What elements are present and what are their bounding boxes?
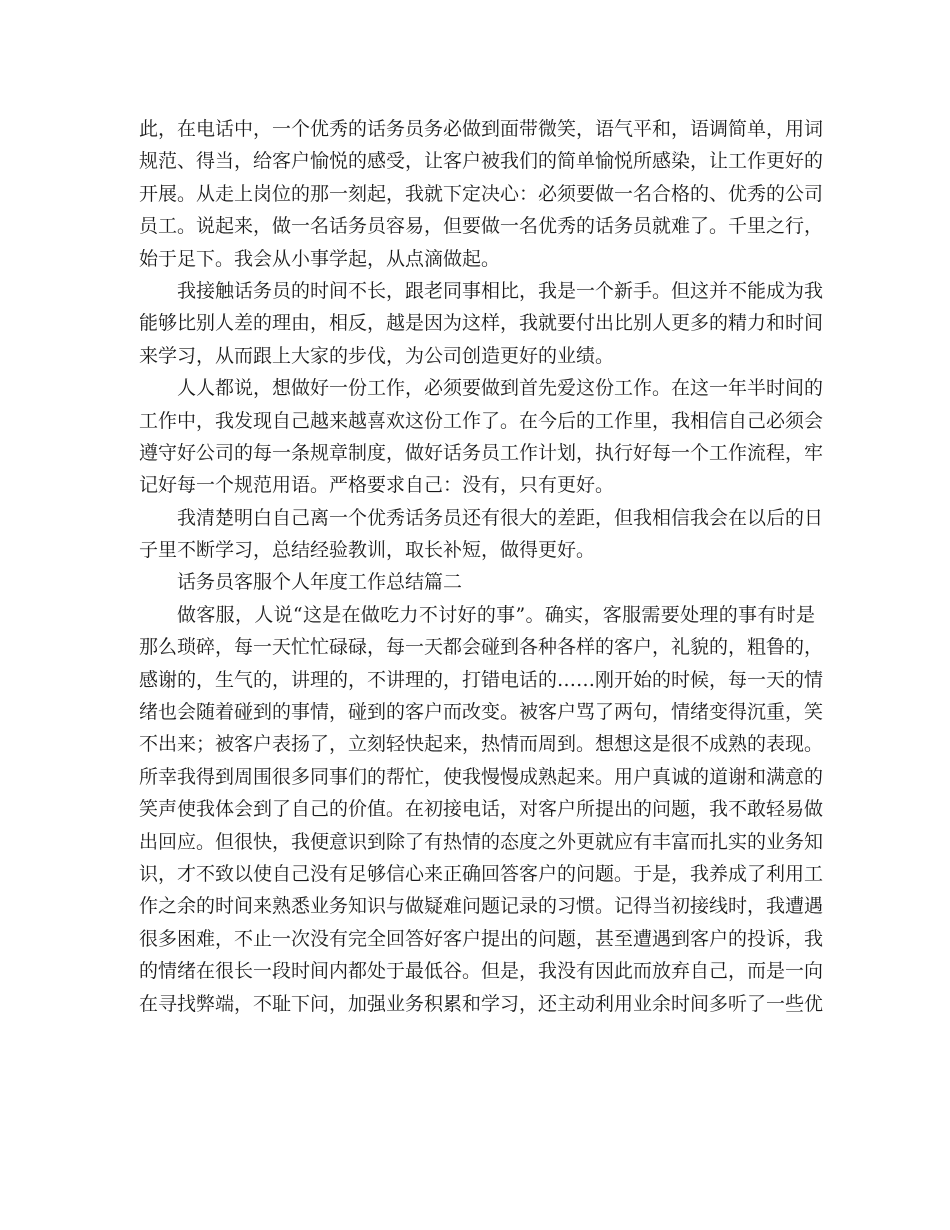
text-line: 记好每一个规范用语。严格要求自己：没有，只有更好。 [139,474,615,497]
text-line: 绪也会随着碰到的事情，碰到的客户而改变。被客户骂了两句，情绪变得沉重，笑 [139,701,824,724]
text-line: 出回应。但很快，我便意识到除了有热情的态度之外更就应有丰富而扎实的业务知 [139,830,824,853]
text-line: 感谢的，生气的，讲理的，不讲理的，打错电话的……刚开始的时候，每一天的情 [139,668,824,691]
text-line: 所幸我得到周围很多同事们的帮忙，使我慢慢成熟起来。用户真诚的道谢和满意的 [139,765,824,788]
text-line: 在寻找弊端，不耻下问，加强业务积累和学习，还主动利用业余时间多听了一些优 [139,992,824,1015]
text-line: 来学习，从而跟上大家的步伐，为公司创造更好的业绩。 [139,344,615,367]
text-line: 不出来；被客户表扬了，立刻轻快起来，热情而周到。想想这是很不成熟的表现。 [139,733,824,756]
text-line: 开展。从走上岗位的那一刻起，我就下定决心：必须要做一名合格的、优秀的公司 [139,182,824,205]
text-line: 遵守好公司的每一条规章制度，做好话务员工作计划，执行好每一个工作流程，牢 [139,441,824,464]
text-line: 的情绪在很长一段时间内都处于最低谷。但是，我没有因此而放弃自己，而是一向 [139,960,824,983]
text-line: 子里不断学习，总结经验教训，取长补短，做得更好。 [139,539,596,562]
text-line: 规范、得当，给客户愉悦的感受，让客户被我们的简单愉悦所感染，让工作更好的 [139,150,824,173]
text-line: 我接触话务员的时间不长，跟老同事相比，我是一个新手。但这并不能成为我 [177,279,824,302]
text-line: 始于足下。我会从小事学起，从点滴做起。 [139,247,501,270]
document-body [139,113,824,1020]
section-heading: 话务员客服个人年度工作总结篇二 [177,571,463,594]
text-line: 笑声使我体会到了自己的价值。在初接电话，对客户所提出的问题，我不敢轻易做 [139,798,824,821]
text-line: 员工。说起来，做一名话务员容易，但要做一名优秀的话务员就难了。千里之行， [139,215,824,238]
text-line: 人人都说，想做好一份工作，必须要做到首先爱这份工作。在这一年半时间的 [177,377,824,400]
text-line: 此，在电话中，一个优秀的话务员务必做到面带微笑，语气平和，语调简单，用词 [139,118,824,140]
text-line: 工作中，我发现自己越来越喜欢这份工作了。在今后的工作里，我相信自己必须会 [139,409,824,432]
text-line: 能够比别人差的理由，相反，越是因为这样，我就要付出比别人更多的精力和时间 [139,312,824,335]
text-line: 做客服，人说“这是在做吃力不讨好的事”。确实，客服需要处理的事有时是 [177,603,815,626]
text-line: 作之余的时间来熟悉业务知识与做疑难问题记录的习惯。记得当初接线时，我遭遇 [139,895,824,918]
text-line: 那么琐碎，每一天忙忙碌碌，每一天都会碰到各种各样的客户，礼貌的，粗鲁的， [139,636,824,659]
text-line: 很多困难，不止一次没有完全回答好客户提出的问题，甚至遭遇到客户的投诉，我 [139,927,824,950]
text-line: 识，才不致以使自己没有足够信心来正确回答客户的问题。于是，我养成了利用工 [139,862,824,885]
text-line: 我清楚明白自己离一个优秀话务员还有很大的差距，但我相信我会在以后的日 [177,506,824,529]
